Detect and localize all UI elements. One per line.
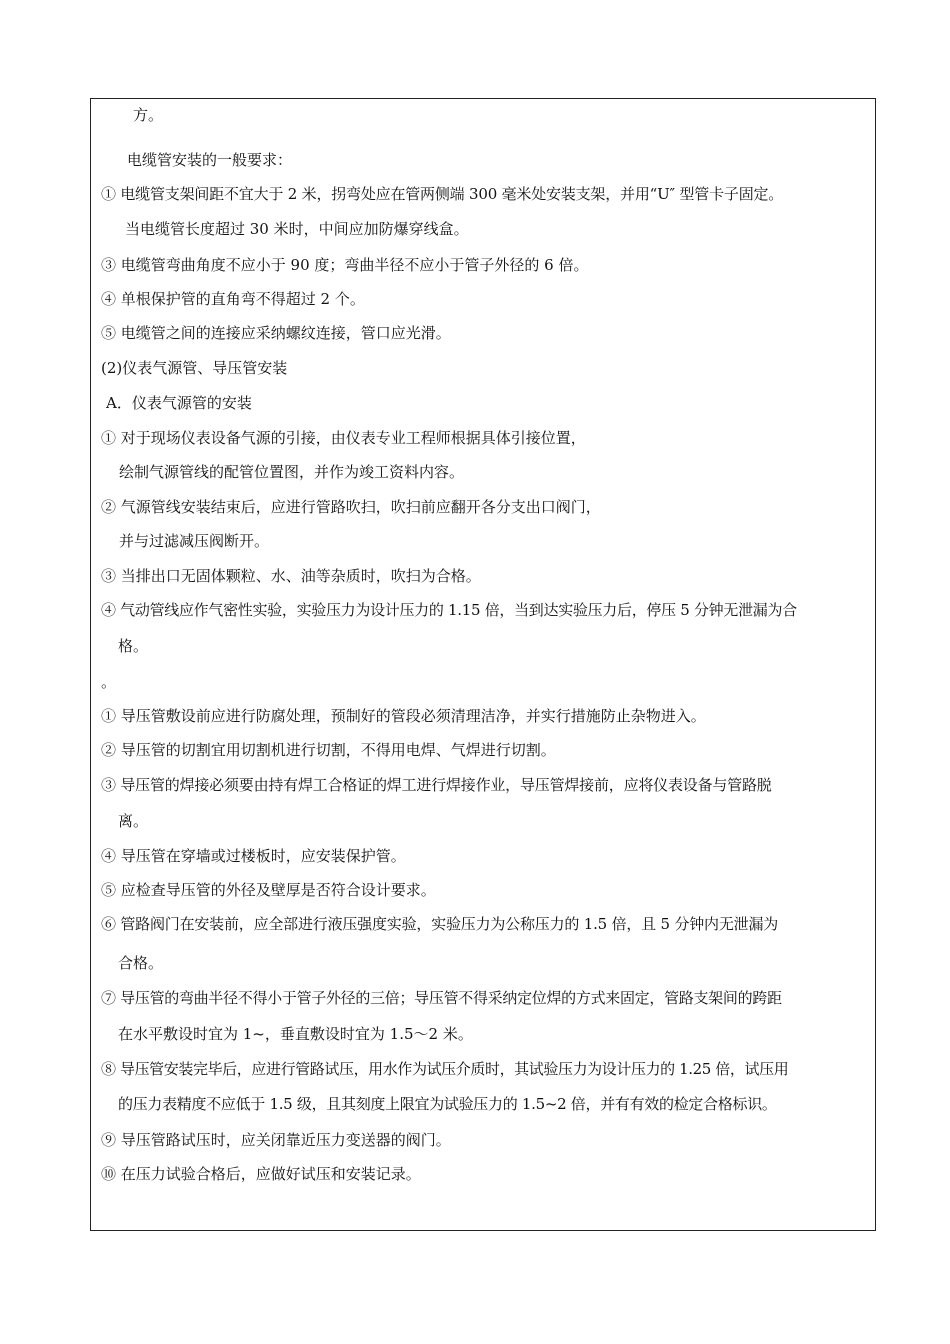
text-line: (2)仪表气源管、导压管安装 [101,359,288,377]
text-line: ⑥ 管路阀门在安装前，应全部进行液压强度实验，实验压力为公称压力的 1.5 倍，且 5 分钟内无泄漏为 [101,915,779,933]
text-line: ⑦ 导压管的弯曲半径不得小于管子外径的三倍；导压管不得采纳定位焊的方式来固定，管路支架间的跨距 [101,989,782,1007]
text-line: ③ 电缆管弯曲角度不应小于 90 度；弯曲半径不应小于管子外径的 6 倍。 [101,256,589,274]
text-line: ② 导压管的切割宜用切割机进行切割，不得用电焊、气焊进行切割。 [101,741,556,759]
text-line: 的压力表精度不应低于 1.5 级，且其刻度上限宜为试验压力的 1.5~2 倍，并有有效的检定合格标识。 [118,1095,777,1113]
text-line: ④ 导压管在穿墙或过楼板时，应安装保护管。 [101,847,406,865]
text-line: ⑤ 电缆管之间的连接应采纳螺纹连接，管口应光滑。 [101,324,451,342]
text-line: 格。 [118,637,149,655]
text-line: 方。 [133,106,164,124]
text-line: 合格。 [118,954,164,972]
text-line: ⑩ 在压力试验合格后，应做好试压和安装记录。 [101,1165,421,1183]
text-line: ② 气源管线安装结束后，应进行管路吹扫，吹扫前应翻开各分支出口阀门， [101,498,601,516]
text-line: 离。 [118,812,149,830]
text-line: 当电缆管长度超过 30 米时，中间应加防爆穿线盒。 [125,220,469,238]
text-line: ④ 气动管线应作气密性实验，实验压力为设计压力的 1.15 倍，当到达实验压力后，停压 5 分钟无泄漏为合 [101,601,797,619]
text-line: 绘制气源管线的配管位置图，并作为竣工资料内容。 [119,463,465,481]
text-line: ① 对于现场仪表设备气源的引接，由仪表专业工程师根据具体引接位置， [101,429,586,447]
text-line: 。 [101,673,117,691]
text-line: 电缆管安装的一般要求： [127,151,293,169]
text-line: 并与过滤减压阀断开。 [119,532,270,550]
text-line: ⑤ 应检查导压管的外径及壁厚是否符合设计要求。 [101,881,436,899]
text-line: ① 电缆管支架间距不宜大于 2 米，拐弯处应在管两侧端 300 毫米处安装支架，并用“U″ 型管卡子固定。 [101,185,784,203]
text-line: ③ 导压管的焊接必须要由持有焊工合格证的焊工进行焊接作业，导压管焊接前，应将仪表设备与管路脱 [101,776,772,794]
text-line: ④ 单根保护管的直角弯不得超过 2 个。 [101,290,365,308]
text-line: ⑧ 导压管安装完毕后，应进行管路试压，用水作为试压介质时，其试验压力为设计压力的 1.25 倍，试压用 [101,1060,789,1078]
text-line: ③ 当排出口无固体颗粒、水、油等杂质时，吹扫为合格。 [101,567,481,585]
text-line: A．仪表气源管的安装 [106,394,252,412]
text-line: 在水平敷设时宜为 1~，垂直敷设时宜为 1.5～2 米。 [118,1025,473,1043]
text-line: ⑨ 导压管路试压时，应关闭靠近压力变送器的阀门。 [101,1131,451,1149]
text-line: ① 导压管敷设前应进行防腐处理，预制好的管段必须清理洁净，并实行措施防止杂物进入。 [101,707,706,725]
